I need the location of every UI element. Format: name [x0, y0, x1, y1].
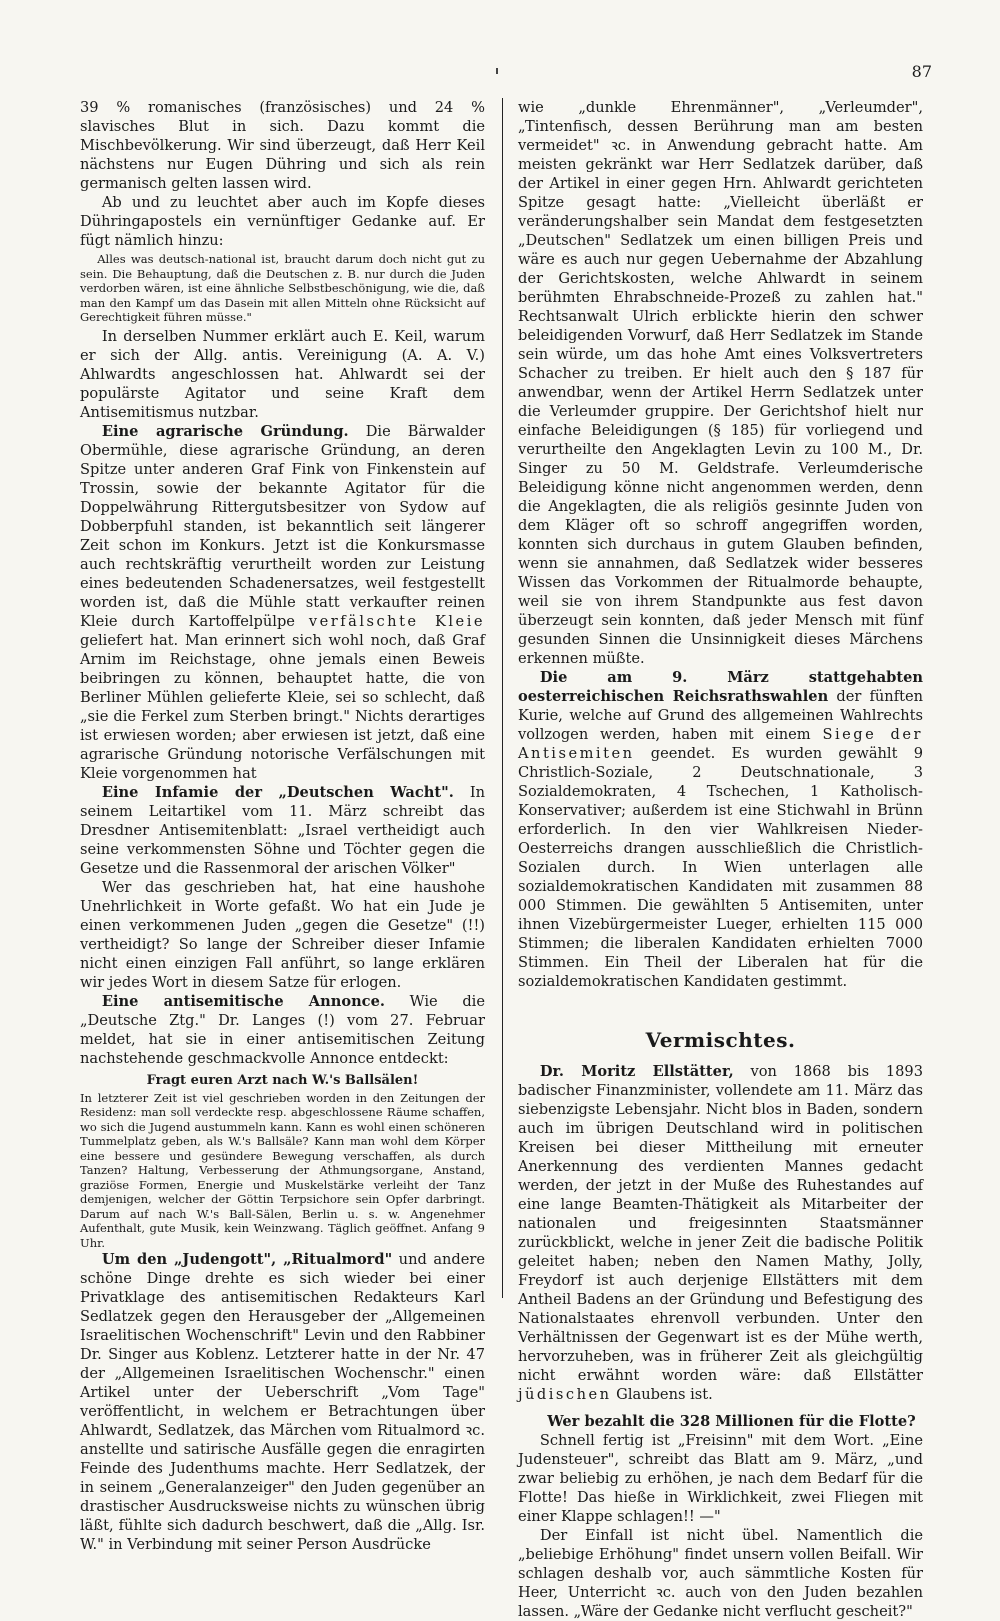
spaced-text: jüdischen	[518, 1386, 612, 1403]
right-column	[518, 98, 923, 1621]
paragraph: Der Einfall ist nicht übel. Namentlich die „beliebige Erhöhung" findet unsern vollen Beifall. Wir schlagen deshalb vor, auch sämmtliche Kosten für Heer, Unterricht ꝛc. auch von den Juden bezahlen lassen. „Wäre der Gedanke nicht verflucht gescheit?"	[518, 1527, 923, 1620]
block-quote	[80, 252, 485, 325]
article-heading: Die am 9. März stattgehabten oesterreichischen Reichsrathswahlen	[518, 669, 923, 705]
ad-title: Fragt euren Arzt nach W.'s Ballsälen!	[146, 1072, 419, 1088]
paragraph	[518, 1062, 923, 1404]
article-heading: Dr. Moritz Ellstätter,	[539, 1063, 734, 1080]
article-heading: Eine antisemitische Annonce.	[101, 992, 385, 1010]
paragraph: Ab und zu leuchtet aber auch im Kopfe dieses Dühringapostels ein vernünftiger Gedanke auf. Er fügt nämlich hinzu:	[80, 194, 485, 249]
paragraph	[80, 1250, 485, 1554]
paragraph: Wer das geschrieben hat, hat eine haushohe Unehrlichkeit in Worte gefaßt. Wo hat ein Jude je einen verkommenen Juden „gegen die Gesetze" (!!) vertheidigt? So lange der Schreiber dieser Infamie nicht einen einzigen Fall anführt, so lange erklären wir jedes Wort in diesem Satze für erlogen.	[80, 878, 485, 991]
spaced-text: verfälschte Kleie	[308, 612, 485, 630]
article-text: Glaubens ist.	[611, 1386, 713, 1403]
article-heading: Eine Infamie der „Deutschen Wacht".	[101, 783, 454, 801]
article-text: geliefert hat. Man erinnert sich wohl noch, daß Graf Arnim im Reichstage, ohne jemals einen Beweis beibringen zu können, behauptet hatte, die von Berliner Mühlen gelieferte Kleie, sei so schlecht, daß „sie die Ferkel zum Sterben bringt." Nichts derartiges ist erwiesen worden; aber erwiesen ist jetzt, daß eine agrarische Gründung notorische Verfälschungen mit Kleie vorgenommen hat	[80, 631, 485, 782]
article-text: Wie die „Deutsche Ztg." Dr. Langes (!) vom 27. Februar meldet, hat sie in einer antisemitischen Zeitung nachstehende geschmackvolle Annonce entdeckt:	[80, 992, 485, 1067]
article-heading: Wer bezahlt die 328 Millionen für die Flotte?	[547, 1413, 916, 1430]
article-heading: Um den „Judengott", „Ritualmord"	[101, 1251, 393, 1268]
section-title: Vermischtes.	[645, 1028, 796, 1052]
paragraph: Schnell fertig ist „Freisinn" mit dem Wort. „Eine Judensteuer", schreibt das Blatt am 9. März, „und zwar beliebig zu erhöhen, je nach dem Bedarf für die Flotte! Das hieße in Wirklichkeit, zwei Fliegen mit einer Klappe schlagen!! —"	[518, 1432, 923, 1525]
left-column	[80, 98, 485, 1554]
spaced-text: Siege der Antisemiten	[518, 726, 924, 762]
paragraph: 39 % romanisches (französisches) und 24 % slavisches Blut in sich. Dazu kommt die Mischbevölkerung. Wir sind überzeugt, daß Herr Keil nächstens nur Eugen Dühring und sich als rein germanisch gelten lassen wird.	[80, 99, 485, 192]
quote-text: Alles was deutsch-national ist, braucht darum doch nicht gut zu sein. Die Behauptung, daß die Deutschen z. B. nur durch die Juden verdorben wären, ist eine ähnliche Selbstbeschönigung, wie die, daß man den Kampf um das Dasein mit allen Mitteln ohne Rücksicht auf Gerechtigkeit führen müsse."	[80, 252, 485, 324]
article-text: Die Bärwalder Obermühle, diese agrarische Gründung, an deren Spitze unter anderen Graf Fink von Finkenstein auf Trossin, sowie der bekannte Agitator für die Doppelwährung Rittergutsbesitzer von Sydow auf Dobberpfuhl standen, ist bekanntlich seit längerer Zeit schon im Konkurs. Jetzt ist die Konkursmasse auch rechtskräftig verurtheilt worden zur Leistung eines bedeutenden Schadenersatzes, weil festgestellt worden ist, daß die Mühle statt verkaufter reinen Kleie durch Kartoffelpülpe	[80, 422, 486, 630]
article-text: In seinem Leitartikel vom 11. März schreibt das Dresdner Antisemitenblatt: „Israel vertheidigt auch seine verkommensten Söhne und Töchter gegen die Gesetze und die Rassenmoral der arischen Völker"	[80, 783, 485, 877]
paragraph: In derselben Nummer erklärt auch E. Keil, warum er sich der Allg. antis. Vereinigung (A. A. V.) Ahlwardts angeschlossen hat. Ahlwardt sei der populärste Agitator und seine Kraft dem Antisemitismus nutzbar.	[80, 327, 485, 421]
paragraph	[80, 783, 485, 878]
page-mark	[496, 68, 498, 74]
paragraph	[80, 992, 485, 1068]
paragraph	[80, 422, 485, 783]
article-heading: Eine agrarische Gründung.	[101, 422, 349, 440]
ad-body	[80, 1091, 485, 1251]
column-divider	[502, 98, 503, 1298]
article-text: von 1868 bis 1893 badischer Finanzminister, vollendete am 11. März das siebenzigste Lebensjahr. Nicht blos in Baden, sondern auch im übrigen Deutschland wird in politischen Kreisen bei dieser Mittheilung mit erneuter Anerkennung des verdienten Mannes gedacht werden, der jetzt in der Muße des Ruhestandes auf eine lange Beamten-Thätigkeit als Mitarbeiter der nationalen und freigesinnten Staatsmänner zurückblickt, welche in jener Zeit die badische Politik geleitet haben; neben den Namen Mathy, Jolly, Freydorf ist auch derjenige Ellstätters mit dem Antheil Badens an der Gründung und Befestigung des Nationalstaates ehrenvoll verbunden. Unter den Verhältnissen der Gegenwart ist es der Mühe werth, hervorzuheben, was in früherer Zeit als gleichgültig nicht erwähnt worden wäre: daß Ellstätter	[518, 1063, 923, 1384]
page-number: 87	[911, 62, 932, 81]
article-text: und andere schöne Dinge drehte es sich wieder bei einer Privatklage des antisemitischen Redakteurs Karl Sedlatzek gegen den Herausgeber der „Allgemeinen Israelitischen Wochenschrift" Levin und den Rabbiner Dr. Singer aus Koblenz. Letzterer hatte in der Nr. 47 der „Allgemeinen Israelitischen Wochenschr." einen Artikel unter der Ueberschrift „Vom Tage" veröffentlicht, in welchem er Betrachtungen über Ahlwardt, Sedlatzek, das Märchen vom Ritualmord ꝛc. anstellte und satirische Ausfälle gegen die enragirten Feinde des Judenthums machte. Herr Sedlatzek, der in seinem „Generalanzeiger" den Juden gegenüber an drastischer Ausdrucksweise nichts zu wünschen übrig läßt, fühlte sich dadurch beschwert, daß die „Allg. Isr. W." in Verbindung mit seiner Person Ausdrücke	[80, 1251, 486, 1553]
article-text: der fünften Kurie, welche auf Grund des allgemeinen Wahlrechts vollzogen werden, haben mit einem	[518, 688, 923, 743]
paragraph: wie „dunkle Ehrenmänner", „Verleumder", „Tintenfisch, dessen Berührung man am besten vermeidet" ꝛc. in Anwendung gebracht hatte. Am meisten gekränkt war Herr Sedlatzek darüber, daß der Artikel in einer gegen Hrn. Ahlwardt gerichteten Spitze gesagt hatte: „Vielleicht überläßt er veränderungshalber sein Mandat dem festgesetzten „Deutschen" Sedlatzek um einen billigen Preis und wäre es auch nur gegen Uebernahme der Abzahlung der Gerichtskosten, welche Ahlwardt in seinem berühmten Ehrabschneide-Prozeß zu zahlen hat." Rechtsanwalt Ulrich erblickte hierin den schwer beleidigenden Vorwurf, daß Herr Sedlatzek im Stande sein würde, um das hohe Amt eines Volksvertreters Schacher zu treiben. Er hielt auch den § 187 für anwendbar, wenn der Artikel Herrn Sedlatzek unter die Verleumder gruppire. Der Gerichtshof hielt nur einfache Beleidigungen (§ 185) für vorliegend und verurtheilte den Angeklagten Levin zu 100 M., Dr. Singer zu 50 M. Geldstrafe. Verleumderische Beleidigung könne nicht angenommen werden, denn die Angeklagten, die als religiös gesinnte Juden von dem Kläger oft so schroff angegriffen worden, konnten sich durchaus in gutem Glauben befinden, wenn sie annahmen, daß Sedlatzek wider besseres Wissen das Vorkommen der Ritualmorde behaupte, weil sie von ihrem Standpunkte aus fest davon überzeugt sein konnten, daß jeder Mensch mit fünf gesunden Sinnen die Unsinnigkeit dieses Märchens erkennen müßte.	[518, 99, 923, 667]
ad-text: In letzterer Zeit ist viel geschrieben worden in den Zeitungen der Residenz: man soll verdeckte resp. abgeschlossene Räume schaffen, wo sich die Jugend austummeln kann. Kann es wohl einen schöneren Tummelplatz geben, als W.'s Ballsäle? Kann man wohl dem Körper eine bessere und gesündere Bewegung verschaffen, als durch Tanzen? Haltung, Verbesserung der Athmungsorgane, Anstand, graziöse Formen, Energie und Muskelstärke verleiht der Tanz demjenigen, welcher der Göttin Terpsichore sein Opfer darbringt. Darum auf nach W.'s Ball-Sälen, Berlin u. s. w. Angenehmer Aufenthalt, gute Musik, kein Weinzwang. Täglich geöffnet. Anfang 9 Uhr.	[80, 1090, 485, 1250]
article-text: geendet. Es wurden gewählt 9 Christlich-Soziale, 2 Deutschnationale, 3 Sozialdemokraten, 4 Tschechen, 1 Katholisch-Konservativer; außerdem ist eine Stichwahl in Brünn erforderlich. In den vier Wahlkreisen Nieder-Oesterreichs drangen ausschließlich die Christlich-Sozialen durch. In Wien unterlagen alle sozialdemokratischen Kandidaten mit zusammen 88 000 Stimmen. Die gewählten 5 Antisemiten, unter ihnen Vizebürgermeister Lueger, erhielten 115 000 Stimmen; die liberalen Kandidaten erhielten 7000 Stimmen. Ein Theil der Liberalen hat für die sozialdemokratischen Kandidaten gestimmt.	[518, 745, 923, 990]
paragraph	[518, 668, 923, 991]
